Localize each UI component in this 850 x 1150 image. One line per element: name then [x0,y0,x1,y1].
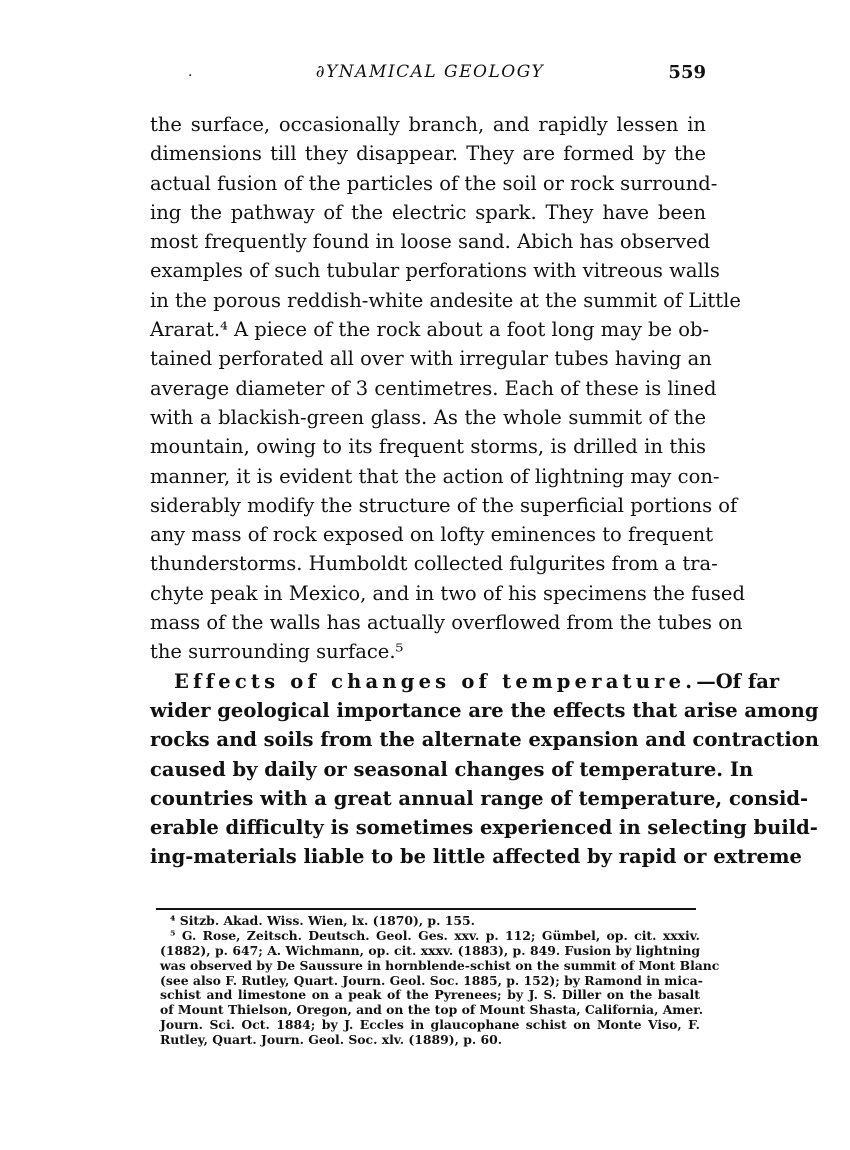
footnote-line: of Mount Thielson, Oregon, and on the top of Mount Shasta, California, Amer. [160,1002,704,1018]
text-line: the surface, occasionally branch, and rapidly lessen in [150,113,706,136]
footnote-line: (see also F. Rutley, Quart. Journ. Geol. Soc. 1885, p. 152); by Ramond in mica- [160,972,703,988]
footnote-line: schist and limestone on a peak of the Pyrenees; by J. S. Diller on the basalt [160,987,700,1003]
text-line: with a blackish-green glass. As the whole summit of the [150,405,706,429]
text-line: rocks and soils from the alternate expansion and contraction [150,728,819,752]
text-line: countries with a great annual range of temperature, consid- [150,786,809,810]
text-line: dimensions till they disappear. They are formed by the [150,142,706,166]
text-line: wider geological importance are the effects that arise among [150,698,819,722]
text-line: the surrounding surface.⁵ [150,640,404,664]
text-line: manner, it is evident that the action of lightning may con- [150,464,720,488]
text-line: Ararat.⁴ A piece of the rock about a foot long may be ob- [150,318,710,342]
text-line: any mass of rock exposed on lofty eminences to frequent [150,523,714,547]
section-heading: Effects of changes of temperature. [174,669,697,693]
running-title: ∂YNAMICAL GEOLOGY [315,62,545,82]
body-text [150,110,819,872]
text-line: most frequently found in loose sand. Abich has observed [150,230,711,254]
paragraph-temperature [150,667,819,872]
text-line: examples of such tubular perforations with vitreous walls [150,259,720,283]
header-mark: · [188,68,193,84]
footnote-line: (1882), p. 647; A. Wichmann, op. cit. xxxv. (1883), p. 849. Fusion by lightning [160,942,700,958]
text-line: average diameter of 3 centimetres. Each of these is lined [150,376,717,400]
text-line: ing-materials liable to be little affected by rapid or extreme [150,845,802,869]
text-line: thunderstorms. Humboldt collected fulgurites from a tra- [150,552,718,576]
running-header [150,62,710,92]
footnote-rule [156,908,696,910]
footnote-line: ⁴ Sitzb. Akad. Wiss. Wien, lx. (1870), p. 155. [170,913,475,928]
text-line: tained perforated all over with irregular tubes having an [150,347,712,371]
text-line: caused by daily or seasonal changes of temperature. In [150,757,754,781]
paragraph-fulgurites [150,110,745,667]
text-line: ing the pathway of the electric spark. They have been [150,200,706,224]
footnote-line: was observed by De Saussure in hornblende-schist on the summit of Mont Blanc [160,957,720,973]
heading-continuation: —Of far [696,669,780,693]
text-line: mountain, owing to its frequent storms, is drilled in this [150,435,706,459]
text-line: in the porous reddish-white andesite at the summit of Little [150,288,741,312]
text-line: siderably modify the structure of the superficial portions of [150,493,738,517]
text-line: chyte peak in Mexico, and in two of his specimens the fused [150,581,745,605]
page-number: 559 [668,62,706,83]
text-line: actual fusion of the particles of the soil or rock surround- [150,171,718,195]
paragraph-first-line [150,667,780,696]
footnote-line: Rutley, Quart. Journ. Geol. Soc. xlv. (1889), p. 60. [160,1032,503,1048]
footnote-line: ⁵ G. Rose, Zeitsch. Deutsch. Geol. Ges. xxv. p. 112; Gümbel, op. cit. xxxiv. [170,927,700,943]
text-line: mass of the walls has actually overflowed from the tubes on [150,611,743,635]
text-line: erable difficulty is sometimes experienced in selecting build- [150,816,818,840]
footnote-line: Journ. Sci. Oct. 1884; by J. Eccles in glaucophane schist on Monte Viso, F. [160,1017,700,1033]
footnotes [160,913,720,1048]
